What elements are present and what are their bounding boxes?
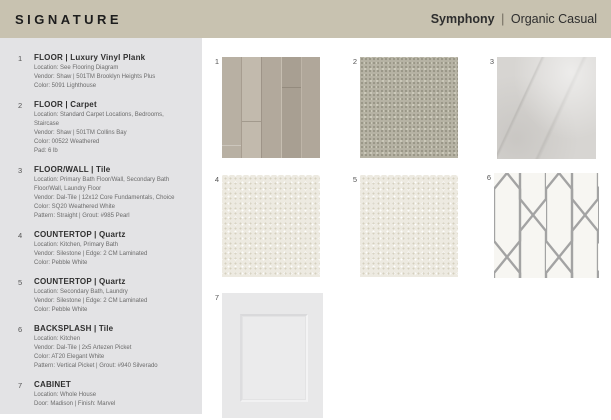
brand-logo: SIGNATURE (15, 11, 123, 27)
swatch-number: 3 (489, 57, 494, 66)
spec-item-number: 6 (18, 325, 23, 334)
swatch-7-cabinet-door (214, 293, 323, 418)
swatch-2-carpet (352, 57, 458, 158)
collection-name: Symphony (430, 12, 495, 26)
spec-detail-pad: Pad: 6 lb (34, 148, 58, 154)
carpet-swatch-image (360, 57, 458, 158)
spec-item-number: 5 (18, 278, 23, 287)
spec-item-title: FLOOR | Luxury Vinyl Plank (34, 53, 146, 62)
spec-item-number: 2 (18, 101, 23, 110)
spec-item-floor-lvp (18, 53, 192, 91)
spec-item-number: 1 (18, 54, 23, 63)
spec-item-cabinet (18, 380, 192, 409)
swatch-5-quartz (352, 175, 458, 277)
cabinet-door-swatch-image (222, 293, 323, 418)
spec-detail-vendor: Vendor: Dal-Tile | 2x5 Artezen Picket (34, 345, 132, 351)
spec-detail-location: Location: Secondary Bath, Laundry (34, 289, 128, 295)
spec-detail-location: Location: Primary Bath Floor/Wall, Secondary Bath Floor/Wall, Laundry Floor (34, 177, 170, 192)
swatch-3-marble-tile (489, 57, 596, 159)
lvp-swatch-image (222, 57, 320, 158)
swatch-number: 4 (214, 175, 219, 184)
content (0, 38, 611, 420)
swatch-number: 1 (214, 57, 219, 66)
picket-tile-swatch-image (494, 173, 599, 278)
swatch-number: 2 (352, 57, 357, 66)
header (0, 0, 611, 38)
spec-detail-location: Location: See Flooring Diagram (34, 65, 119, 71)
collection-style: Organic Casual (510, 12, 597, 26)
spec-item-number: 7 (18, 381, 23, 390)
spec-detail-pattern: Pattern: Vertical Picket | Grout: #940 Silverado (34, 363, 158, 369)
spec-detail-color: Color: Pebble White (34, 260, 88, 266)
spec-item-floor-carpet (18, 100, 192, 156)
swatch-4-quartz (214, 175, 320, 277)
spec-detail-vendor: Vendor: Silestone | Edge: 2 CM Laminated (34, 298, 148, 304)
spec-detail-vendor: Vendor: Shaw | 501TM Brooklyn Heights Plus (34, 74, 156, 80)
spec-detail-door: Door: Madison | Finish: Marvel (34, 401, 116, 407)
spec-detail-location: Location: Kitchen, Primary Bath (34, 242, 119, 248)
spec-detail-location: Location: Standard Carpet Locations, Bedrooms, Staircase (34, 112, 164, 127)
spec-list (0, 38, 202, 414)
spec-item-title: BACKSPLASH | Tile (34, 324, 114, 333)
spec-detail-vendor: Vendor: Silestone | Edge: 2 CM Laminated (34, 251, 148, 257)
spec-item-countertop-kitchen (18, 230, 192, 268)
spec-item-title: CABINET (34, 380, 71, 389)
spec-item-floorwall-tile (18, 165, 192, 221)
spec-detail-color: Color: SQ20 Weathered White (34, 204, 115, 210)
quartz-swatch-image (360, 175, 458, 277)
swatch-number: 5 (352, 175, 357, 184)
spec-item-number: 4 (18, 231, 23, 240)
spec-item-title: FLOOR | Carpet (34, 100, 97, 109)
swatch-number: 7 (214, 293, 219, 302)
collection-title (431, 12, 597, 26)
spec-detail-location: Location: Kitchen (34, 336, 81, 342)
quartz-swatch-image (222, 175, 320, 277)
spec-detail-pattern: Pattern: Straight | Grout: #985 Pearl (34, 213, 130, 219)
spec-item-title: FLOOR/WALL | Tile (34, 165, 111, 174)
spec-item-title: COUNTERTOP | Quartz (34, 277, 126, 286)
swatch-6-picket-tile (486, 173, 599, 278)
spec-detail-color: Color: 5091 Lighthouse (34, 83, 97, 89)
spec-detail-color: Color: AT20 Elegant White (34, 354, 105, 360)
spec-detail-vendor: Vendor: Shaw | 501TM Collins Bay (34, 130, 127, 136)
swatch-1-luxury-vinyl-plank (214, 57, 320, 158)
spec-item-title: COUNTERTOP | Quartz (34, 230, 126, 239)
collection-separator: | (501, 12, 505, 26)
spec-item-number: 3 (18, 166, 23, 175)
spec-detail-location: Location: Whole House (34, 392, 97, 398)
spec-detail-vendor: Vendor: Dal-Tile | 12x12 Core Fundamentals, Choice (34, 195, 175, 201)
swatch-board (202, 38, 611, 420)
spec-item-countertop-secondary (18, 277, 192, 315)
swatch-number: 6 (486, 173, 491, 182)
spec-item-backsplash (18, 324, 192, 371)
cabinet-door-panel (240, 314, 308, 402)
spec-detail-color: Color: Pebble White (34, 307, 88, 313)
spec-detail-color: Color: 00522 Weathered (34, 139, 100, 145)
tile-swatch-image (497, 57, 596, 159)
